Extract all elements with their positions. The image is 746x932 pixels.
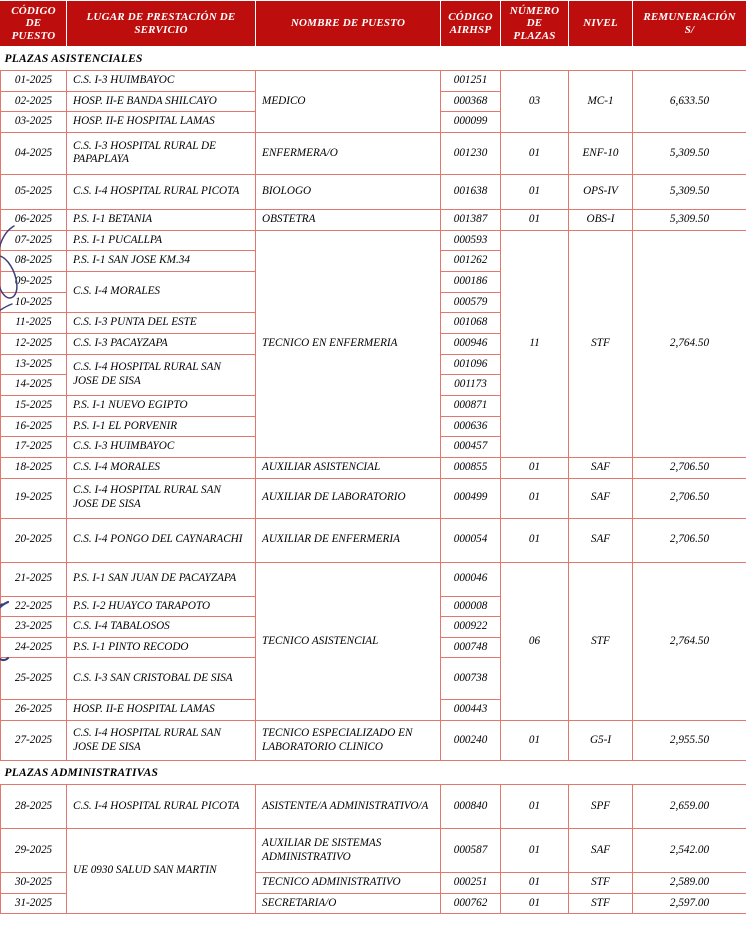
header-line: PLAZAS	[513, 29, 556, 42]
table-row	[1, 518, 746, 562]
cell-remuneracion: 5,309.50	[633, 174, 746, 209]
cell-nivel: STF	[569, 893, 633, 914]
cell-numero-plazas: 01	[501, 829, 569, 873]
table-row	[1, 230, 746, 251]
cell-lugar: HOSP. II-E HOSPITAL LAMAS	[67, 112, 256, 133]
cell-lugar: C.S. I-4 MORALES	[67, 271, 256, 312]
cell-lugar: C.S. I-4 HOSPITAL RURAL PICOTA	[67, 174, 256, 209]
section-header-asistenciales	[1, 47, 746, 71]
cell-numero-plazas: 01	[501, 209, 569, 230]
column-header-nivel	[569, 1, 633, 47]
cell-codigo-airhsp: 000579	[441, 292, 501, 313]
header-line: DE	[25, 17, 42, 30]
column-header-remuneracion	[633, 1, 746, 47]
cell-codigo-puesto: 29-2025	[1, 829, 67, 873]
cell-lugar: C.S. I-3 HUIMBAYOC	[67, 437, 256, 458]
cell-codigo-puesto: 04-2025	[1, 132, 67, 174]
cell-codigo-puesto: 23-2025	[1, 617, 67, 638]
cell-nivel: OPS-IV	[569, 174, 633, 209]
cell-nombre-puesto: TECNICO ASISTENCIAL	[256, 562, 441, 721]
cell-remuneracion: 5,309.50	[633, 209, 746, 230]
column-header-lugar-prestacion	[67, 1, 256, 47]
cell-codigo-airhsp: 000099	[441, 112, 501, 133]
cell-numero-plazas: 11	[501, 230, 569, 457]
header-row	[1, 1, 746, 47]
cell-codigo-airhsp: 000443	[441, 700, 501, 721]
cell-nombre-puesto: AUXILIAR DE SISTEMAS ADMINISTRATIVO	[256, 829, 441, 873]
header-line: NIVEL	[583, 17, 618, 30]
cell-nivel: STF	[569, 562, 633, 721]
cell-codigo-puesto: 01-2025	[1, 71, 67, 92]
table-header	[1, 1, 746, 47]
table-row	[1, 174, 746, 209]
cell-nombre-puesto: OBSTETRA	[256, 209, 441, 230]
column-header-codigo-puesto	[1, 1, 67, 47]
cell-codigo-puesto: 14-2025	[1, 375, 67, 396]
cell-codigo-puesto: 31-2025	[1, 893, 67, 914]
cell-codigo-puesto: 11-2025	[1, 313, 67, 334]
cell-codigo-puesto: 08-2025	[1, 251, 67, 272]
cell-numero-plazas: 03	[501, 71, 569, 133]
cell-lugar: C.S. I-3 SAN CRISTOBAL DE SISA	[67, 658, 256, 700]
cell-lugar: P.S. I-1 SAN JOSE KM.34	[67, 251, 256, 272]
cell-remuneracion: 2,764.50	[633, 230, 746, 457]
cell-numero-plazas: 01	[501, 873, 569, 894]
cell-codigo-airhsp: 000840	[441, 785, 501, 829]
header-line: NOMBRE DE PUESTO	[290, 17, 406, 30]
cell-nombre-puesto: BIOLOGO	[256, 174, 441, 209]
cell-numero-plazas: 01	[501, 457, 569, 478]
cell-codigo-airhsp: 001262	[441, 251, 501, 272]
column-header-codigo-airhsp	[441, 1, 501, 47]
cell-codigo-puesto: 10-2025	[1, 292, 67, 313]
header-line: S/	[684, 23, 695, 36]
cell-numero-plazas: 01	[501, 518, 569, 562]
cell-codigo-airhsp: 000499	[441, 478, 501, 518]
header-line: PUESTO	[11, 29, 56, 42]
cell-codigo-puesto: 07-2025	[1, 230, 67, 251]
cell-lugar: P.S. I-1 NUEVO EGIPTO	[67, 395, 256, 416]
cell-codigo-airhsp: 000636	[441, 416, 501, 437]
cell-codigo-airhsp: 001230	[441, 132, 501, 174]
cell-nivel: SAF	[569, 829, 633, 873]
cell-codigo-airhsp: 000587	[441, 829, 501, 873]
cell-lugar: C.S. I-3 PACAYZAPA	[67, 333, 256, 354]
section-title: PLAZAS ASISTENCIALES	[1, 47, 746, 71]
cell-nivel: SAF	[569, 457, 633, 478]
cell-remuneracion: 6,633.50	[633, 71, 746, 133]
cell-codigo-puesto: 09-2025	[1, 271, 67, 292]
cell-remuneracion: 2,706.50	[633, 457, 746, 478]
cell-lugar: C.S. I-3 PUNTA DEL ESTE	[67, 313, 256, 334]
cell-nivel: MC-1	[569, 71, 633, 133]
cell-codigo-airhsp: 000855	[441, 457, 501, 478]
cell-lugar: C.S. I-4 TABALOSOS	[67, 617, 256, 638]
cell-nivel: STF	[569, 873, 633, 894]
cell-remuneracion: 2,597.00	[633, 893, 746, 914]
cell-codigo-puesto: 12-2025	[1, 333, 67, 354]
cell-codigo-airhsp: 000748	[441, 637, 501, 658]
cell-codigo-puesto: 20-2025	[1, 518, 67, 562]
cell-remuneracion: 2,542.00	[633, 829, 746, 873]
cell-codigo-puesto: 17-2025	[1, 437, 67, 458]
header-line: CÓDIGO	[448, 11, 493, 24]
cell-codigo-puesto: 22-2025	[1, 596, 67, 617]
column-header-nombre-puesto	[256, 1, 441, 47]
cell-codigo-airhsp: 001638	[441, 174, 501, 209]
table-row	[1, 829, 746, 873]
table-row	[1, 209, 746, 230]
cell-remuneracion: 2,706.50	[633, 518, 746, 562]
table-row	[1, 721, 746, 761]
table-row	[1, 71, 746, 92]
cell-nombre-puesto: ENFERMERA/O	[256, 132, 441, 174]
cell-codigo-puesto: 18-2025	[1, 457, 67, 478]
cell-codigo-airhsp: 000871	[441, 395, 501, 416]
cell-codigo-airhsp: 000186	[441, 271, 501, 292]
cell-nombre-puesto: TECNICO EN ENFERMERIA	[256, 230, 441, 457]
cell-lugar: P.S. I-1 SAN JUAN DE PACAYZAPA	[67, 562, 256, 596]
cell-codigo-puesto: 19-2025	[1, 478, 67, 518]
cell-numero-plazas: 01	[501, 893, 569, 914]
cell-codigo-airhsp: 001096	[441, 354, 501, 375]
header-line: CÓDIGO	[11, 5, 56, 18]
cell-codigo-puesto: 27-2025	[1, 721, 67, 761]
cell-lugar: P.S. I-1 EL PORVENIR	[67, 416, 256, 437]
cell-nivel: SPF	[569, 785, 633, 829]
header-line: DE	[526, 17, 543, 30]
cell-nombre-puesto: AUXILIAR ASISTENCIAL	[256, 457, 441, 478]
cell-nombre-puesto: AUXILIAR DE ENFERMERIA	[256, 518, 441, 562]
cell-lugar: HOSP. II-E HOSPITAL LAMAS	[67, 700, 256, 721]
cell-codigo-puesto: 24-2025	[1, 637, 67, 658]
cell-remuneracion: 2,955.50	[633, 721, 746, 761]
cell-codigo-airhsp: 001387	[441, 209, 501, 230]
cell-codigo-puesto: 30-2025	[1, 873, 67, 894]
cell-codigo-airhsp: 000738	[441, 658, 501, 700]
cell-codigo-puesto: 13-2025	[1, 354, 67, 375]
cell-numero-plazas: 01	[501, 132, 569, 174]
cell-nombre-puesto: TECNICO ADMINISTRATIVO	[256, 873, 441, 894]
cell-nivel: STF	[569, 230, 633, 457]
cell-codigo-puesto: 21-2025	[1, 562, 67, 596]
cell-lugar: C.S. I-3 HUIMBAYOC	[67, 71, 256, 92]
cell-lugar: P.S. I-1 PUCALLPA	[67, 230, 256, 251]
cell-codigo-airhsp: 000251	[441, 873, 501, 894]
cell-lugar: HOSP. II-E BANDA SHILCAYO	[67, 91, 256, 112]
cell-nombre-puesto: MEDICO	[256, 71, 441, 133]
cell-nombre-puesto: TECNICO ESPECIALIZADO EN LABORATORIO CLINICO	[256, 721, 441, 761]
cell-remuneracion: 2,764.50	[633, 562, 746, 721]
cell-codigo-airhsp: 000457	[441, 437, 501, 458]
header-line: SERVICIO	[134, 23, 188, 36]
table-row	[1, 562, 746, 596]
cell-codigo-airhsp: 000593	[441, 230, 501, 251]
cell-codigo-airhsp: 000946	[441, 333, 501, 354]
cell-codigo-airhsp: 000762	[441, 893, 501, 914]
cell-codigo-airhsp: 000368	[441, 91, 501, 112]
cell-nombre-puesto: SECRETARIA/O	[256, 893, 441, 914]
cell-codigo-puesto: 25-2025	[1, 658, 67, 700]
cell-codigo-airhsp: 000046	[441, 562, 501, 596]
header-line: NÚMERO	[509, 5, 560, 18]
cell-numero-plazas: 06	[501, 562, 569, 721]
column-header-numero-plazas	[501, 1, 569, 47]
cell-codigo-puesto: 15-2025	[1, 395, 67, 416]
cell-numero-plazas: 01	[501, 721, 569, 761]
section-header-administrativas	[1, 761, 746, 785]
cell-lugar: C.S. I-4 HOSPITAL RURAL PICOTA	[67, 785, 256, 829]
cell-remuneracion: 2,706.50	[633, 478, 746, 518]
cell-codigo-puesto: 16-2025	[1, 416, 67, 437]
cell-nivel: ENF-10	[569, 132, 633, 174]
cell-codigo-airhsp: 001068	[441, 313, 501, 334]
table-body	[1, 47, 746, 914]
cell-numero-plazas: 01	[501, 785, 569, 829]
cell-lugar: P.S. I-1 PINTO RECODO	[67, 637, 256, 658]
cell-nivel: SAF	[569, 518, 633, 562]
cell-nombre-puesto: AUXILIAR DE LABORATORIO	[256, 478, 441, 518]
cell-numero-plazas: 01	[501, 478, 569, 518]
cell-codigo-puesto: 05-2025	[1, 174, 67, 209]
cell-lugar: C.S. I-4 MORALES	[67, 457, 256, 478]
cell-nombre-puesto: ASISTENTE/A ADMINISTRATIVO/A	[256, 785, 441, 829]
cell-lugar: C.S. I-4 PONGO DEL CAYNARACHI	[67, 518, 256, 562]
cell-nivel: SAF	[569, 478, 633, 518]
cell-codigo-puesto: 02-2025	[1, 91, 67, 112]
cell-nivel: OBS-I	[569, 209, 633, 230]
section-title: PLAZAS ADMINISTRATIVAS	[1, 761, 746, 785]
header-line: REMUNERACIÓN	[643, 11, 736, 24]
header-line: AIRHSP	[449, 23, 492, 36]
cell-codigo-airhsp: 001251	[441, 71, 501, 92]
table-row	[1, 785, 746, 829]
table-row	[1, 478, 746, 518]
cell-codigo-puesto: 06-2025	[1, 209, 67, 230]
table-row	[1, 132, 746, 174]
cell-lugar: C.S. I-4 HOSPITAL RURAL SAN JOSE DE SISA	[67, 478, 256, 518]
cell-remuneracion: 2,659.00	[633, 785, 746, 829]
cell-codigo-airhsp: 000054	[441, 518, 501, 562]
cell-lugar: P.S. I-1 BETANIA	[67, 209, 256, 230]
cell-codigo-airhsp: 000240	[441, 721, 501, 761]
table-row	[1, 457, 746, 478]
cell-codigo-puesto: 03-2025	[1, 112, 67, 133]
cell-lugar: C.S. I-3 HOSPITAL RURAL DE PAPAPLAYA	[67, 132, 256, 174]
cell-codigo-puesto: 28-2025	[1, 785, 67, 829]
cell-lugar: UE 0930 SALUD SAN MARTIN	[67, 829, 256, 914]
cell-codigo-airhsp: 000922	[441, 617, 501, 638]
cell-codigo-puesto: 26-2025	[1, 700, 67, 721]
cell-codigo-airhsp: 001173	[441, 375, 501, 396]
cell-remuneracion: 2,589.00	[633, 873, 746, 894]
header-line: LUGAR DE PRESTACIÓN DE	[86, 11, 236, 24]
cell-codigo-airhsp: 000008	[441, 596, 501, 617]
cell-lugar: C.S. I-4 HOSPITAL RURAL SAN JOSE DE SISA	[67, 721, 256, 761]
cell-numero-plazas: 01	[501, 174, 569, 209]
cell-remuneracion: 5,309.50	[633, 132, 746, 174]
cell-nivel: G5-I	[569, 721, 633, 761]
cell-lugar: C.S. I-4 HOSPITAL RURAL SAN JOSE DE SISA	[67, 354, 256, 395]
cell-lugar: P.S. I-2 HUAYCO TARAPOTO	[67, 596, 256, 617]
